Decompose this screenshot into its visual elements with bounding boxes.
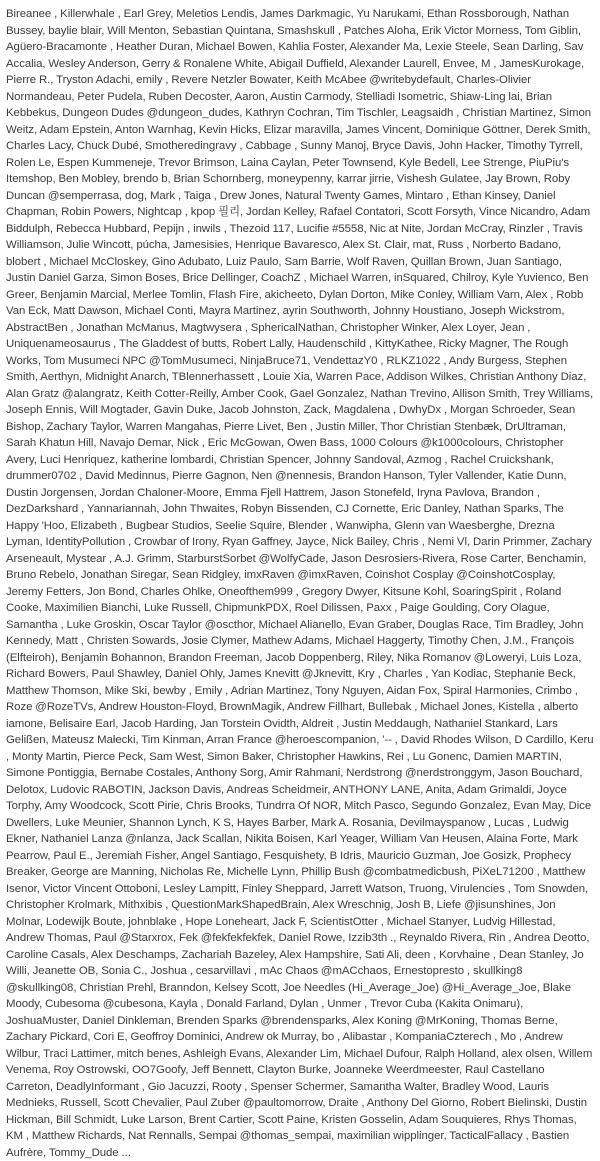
supporter-names-text: Bireanee , Killerwhale , Earl Grey, Meletios Lendis, James Darkmagic, Yu Narukami, Ethan Rossborough, Nathan Bussey, baylie blair, Will Menton, Sebastian Quintana, Smashskull , Patches Aloha, Erik Victor Morness, Tom Giblin, Agüero-Bracamonte , Heather Duran, Michael Bowen, Kahlia Foster, Alexander Ma, Lexie Steele, Sean Darling, Sav Accalia, Wesley Anderson, Gerry & Ronalene White, Abigail Duffield, Alexander Laurell, Envee, M , JamesKurokage, Pierre R., Tryston Adachi, emily , Revere Netzler Bowater, Keith McAbee @writebydefault, Charles-Olivier Normandeau, Peter Pudela, Ruben Decoster, Aaron, Austin Carmody, Stelliadi Isometric, Shiaw-Ling lai, Brian Kebbekus, Dungeon Dudes @dungeon_dudes, Kathryn Cochran, Tim Tischler, Leagsaidh , Christian Martinez, Simon Weitz, Adam Epstein, Anton Warnhag, Kevin Hicks, Elizar maravilla, James Vincent, Dominique Göttner, Derek Smith, Charles Lacy, Chuck Dubé, Smotheredingravy , Cabbage , Sunny Manoj, Bryce Davis, John Hacker, Timothy Tyrrell, Rolen Le, Espen Kummeneje, Trevor Brimson, Laina Caylan, Peter Townsend, Kyle Bedell, Lee Strenge, PiuPiu's Itemshop, Ben Mobley, brendo b, Brian Schornberg, moneypenny, karrar jirrie, Vishesh Gulatee, Jay Brown, Roby Duncan @semperrasa, dog, Mark , Taiga , Drew Jones, Natural Twenty Games, Mintaro , Ethan Kinsey, Daniel Chapman, Robin Powers, Nightcap , kpop 필리, Jordan Kelley, Rafael Contatori, Scott Forsyth, Vince Nicandro, Adam Biddulph, Rebecca Hubbard, Pepijn , inwils , Thezoid 117, Lucifie #5558, Nic at Nite, Jordan McCray, Rinzler , Travis Williamson, Julie Wincott, púcha, Jamesisies, Henrique Bavaresco, Alex St. Clair, mat, Russ , Norberto Badano, blobert , Michael McCloskey, Gino Adubato, Luiz Paulo, Sam Barrie, Wolf Raven, Quillan Brown, Juan Santiago, Justin Daniel Garza, Simon Boses, Brice Dellinger, CoachZ , Michael Warren, inSquared, Chilroy, Kyle Yuvienco, Ben Greer, Benjamin Marcial, Merlee Tomlin, Flash Fire, akicheeto, Dylan Dorton, Mike Conley, William Varn, Alex , Robb Van Eck, Matt Dawson, Michael Conti, Mayra Martinez, ayrin Southworth, Johnny Houstiano, Joseph Wickstrom, AbstractBen , Jonathan McManus, Magtwysera , SphericalNathan, Christopher Winker, Alex Loyer, Jean , Uniquenameosaurus , The Gladdest of butts, Robert Lally, Haudenschild , KittyKathee, Ricky Magner, The Rough Works, Tom Musumeci NPC @TomMusumeci, NinjaBruce71, VendettazY0 , RLKZ1022 , Andy Burgess, Stephen Smith, Aerthyn, Midnight Anarch, TBlennerhassett , Louie Xia, Warren Pace, Addison Wilkes, Christian Anthony Diaz, Alan Gratz @alangratz, Keith Cotter-Reilly, Amber Cook, Gael Gonzalez, Nathan Trevino, Allison Smith, Trey Williams, Joseph Ennis, Will Mogtader, Gavin Duke, Jacob Johnston, Zack, Magdalena , DwhyDx , Morgan Schroeder, Sean Bishop, Zachary Taylor, Warren Mangahas, Pierre Livet, Ben , Justin Miller, Thor Christian Stenbæk, DrUltraman, Sarah Khatun Hill, Navajo Demar, Nick , Eric McGowan, Owen Bass, 1000 Colours @k1000colours, Christopher Avery, Luci Henriquez, katherine lombardi, Christian Spencer, Johnny Sandoval, Azmog , Rachel Cruickshank, drummer0702 , David Medinnus, Pierre Gagnon, Nen @nennesis, Brandon Hanson, Tyler Vallender, Katie Dunn, Dustin Jorgensen, Jordan Chaloner-Moore, Emma Fjell Hattrem, Jason Stonefeld, Iryna Pavlova, Brandon , DezDarkshard , Yannariannah, John Thwaites, Robyn Bissenden, CJ Cornette, Eric Danley, Nathan Sparks, The Happy 'Hoo, Elizabeth , Bugbear Studios, Seelie Squire, Blender , Wanwipha, Glenn van Waesberghe, Drezna Lyman, IdentityPollution , Crowbar of Irony, Ryan Gaffney, Jayce, Nick Bailey, Chris , Nemi Vl, Darin Primmer, Zachary Arseneault, Mystear , A.J. Grimm, StarburstSorbet @WolfyCade, Jason Desrosiers-Rivera, Rose Carter, Benchamin, Bruno Rebelo, Jonathan Siregar, Sean Ridgley, imxRaven @imxRaven, Coinshot Cosplay @CoinshotCosplay, Jeremy Fetters, Jon Bond, Charles Ohlke, Oneofthem999 , Gregory Dwyer, Kitsune Kohl, SoaringSpirit , Roland Cooke, Maximilien Bianchi, Luke Russell, ChipmunkPDX, Roel Dilissen, Paxx , Paige Goulding, Cory Olague, Samantha , Luke Groskin, Oscar Taylor @oscthor, Michael Alianello, Evan Graber, Douglas Race, Tim Bradley, John Kennedy, Matt , Christen Sowards, Josie Clymer, Mathew Adams, Michael Haggerty, Timothy Chen, J.M., François (Elfteiroh), Benjamin Bohannon, Brandon Freeman, Jacob Doppenberg, Riley, Nika Romanov @Loweryi, Luis Loza, Richard Bowers, Paul Shawley, Daniel Ohly, James Knevitt @Jknevitt, Kry , Charles , Yan Kodiac, Stephanie Beck, Matthew Thomson, Mike Ski, bewby , Emily , Adrian Martinez, Tony Nguyen, Aidan Fox, Spiral Harmonies, Crimbo , Roze @RozeTVs, Andrew Houston-Floyd, BrownMagik, Andrew Fillhart, Bullebak , Michael Jones, Kistella , alberto iamone, Belisaire Earl, Jacob Harding, Jan Torstein Ovidth, Aldreit , Justin Meddaugh, Nathaniel Stankard, Lars Gelißen, Mateusz Małecki, Tim Kinman, Arran France @heroescompanion, '-- , David Rhodes Wilson, D Cardillo, Keru , Monty Martin, Pierce Peck, Sam West, Simon Baker, Christopher Hawkins, Rei , Lu Gonenc, Damien MARTIN, Simone Pontiggia, Bernabe Costales, Anthony Sorg, Amir Rahmani, Nerdstrong @nerdstronggym, Jason Bouchard, Delotox, Ludovic RABOTIN, Jackson Davis, Andreas Scheidmeir, ANTHONY LANE, Anita, Adam Grimaldi, Joyce Torphy, Amy Woodcock, Scott Pirie, Chris Brooks, Tundrra Of NOR, Mitch Pasco, Segundo Gonzalez, Evan May, Dice Dwellers, Luke Meunier, Shannon Lynch, K S, Hayes Barber, Mark A. Rosania, Devilmayspanow , Lucas , Ludwig Ekner, Nathaniel Lanza @nlanza, Jack Scallan, Nikita Boisen, Karl Yeager, William Van Heusen, Alaina Forte, Mark Pearrow, Paul E., Jeremiah Fisher, Angel Santiago, Fesquishety, B Idris, Mauricio Guzman, Joe Gosizk, Prophecy Breaker, George are Manning, Nicholas Re, Michelle Lynn, Phillip Bush @combatmedicbush, PiXeL71200 , Matthew Isenor, Victor Vincent Ottoboni, Lesley Lampitt, Finley Sheppard, Jarrett Watson, Truong, Virulencies , Tom Snowden, Christopher Krolmark, Mithxibis , QuestionMarkShapedBrain, Alex Wreschnig, Josh B, Liefe @jisunshines, Jon Molnar, Lodewijk Boute, johnblake , Hope Loneheart, Jack F, ScientistOtter , Michael Stanyer, Ludvig Hillestad, Andrew Thomas, Paul @Starxrox, Fek @fekfekfekfek, Daniel Rowe, Izzib3th ., Reynaldo Rivera, Rin , Andrea Deotto, Caroline Casals, Alex Deschamps, Zachariah Bazeley, Alex Hampshire, Sati Ali, deen , Korvhaine , Dean Stanley, Jo Willi, Jeanette OB, Sonia C., Joshua , cesarvillavi , mAc Chaos @mACchaos, Ernestopresto , skullking8 @skullking08, Christian Prehl, Branndon, Kelsey Scott, Joe Needles (Hi_Average_Joe) @Hi_Average_Joe, Blake Moody, Cubesoma @cubesona, Kayla , Donald Farland, Dylan , Unmer , Trevor Cuba (Kakita Onimaru), JoshuaMuster, Daniel Dinkleman, Brenden Sparks @brendensparks, Alex Koning @MrKoning, Thomas Berne, Zachary Pickard, Cori E, Geoffroy Dominici, Andrew ok Murray, bo , Alibastar , KompaniaCzterech , Mo , Andrew Wilbur, Traci Lattimer, mitch benes, Ashleigh Evans, Alexander Lim, Michael Dufour, Ralph Holland, alex olsen, Willem Venema, Roy Ostrowski, OO7Goofy, Jeff Bennett, Clayton Burke, Joanneke Weerdmeester, Raul Castellano Carreton, DeadlyInformant , Gio Jacuzzi, Rooty , Spenser Schermer, Samantha Walter, Bradley Wood, Lauris Medniеks, Russell, Scott Chevalier, Paul Zuber @paultomorrow, Draite , Anthony Del Giorno, Robert Bielinski, Dustin Hickman, Bill Schmidt, Luke Larson, Brent Cartier, Scott Paine, Kristen Gosselin, Adam Souquieres, Rhys Thomas, KM , Matthew Richards, Nat Rennalls, Sempai @thomas_sempai, maximilian wipplinger, TacticalFallacy , Bastien Aufrère, Tommy_Dude ...	[6, 8, 594, 1159]
